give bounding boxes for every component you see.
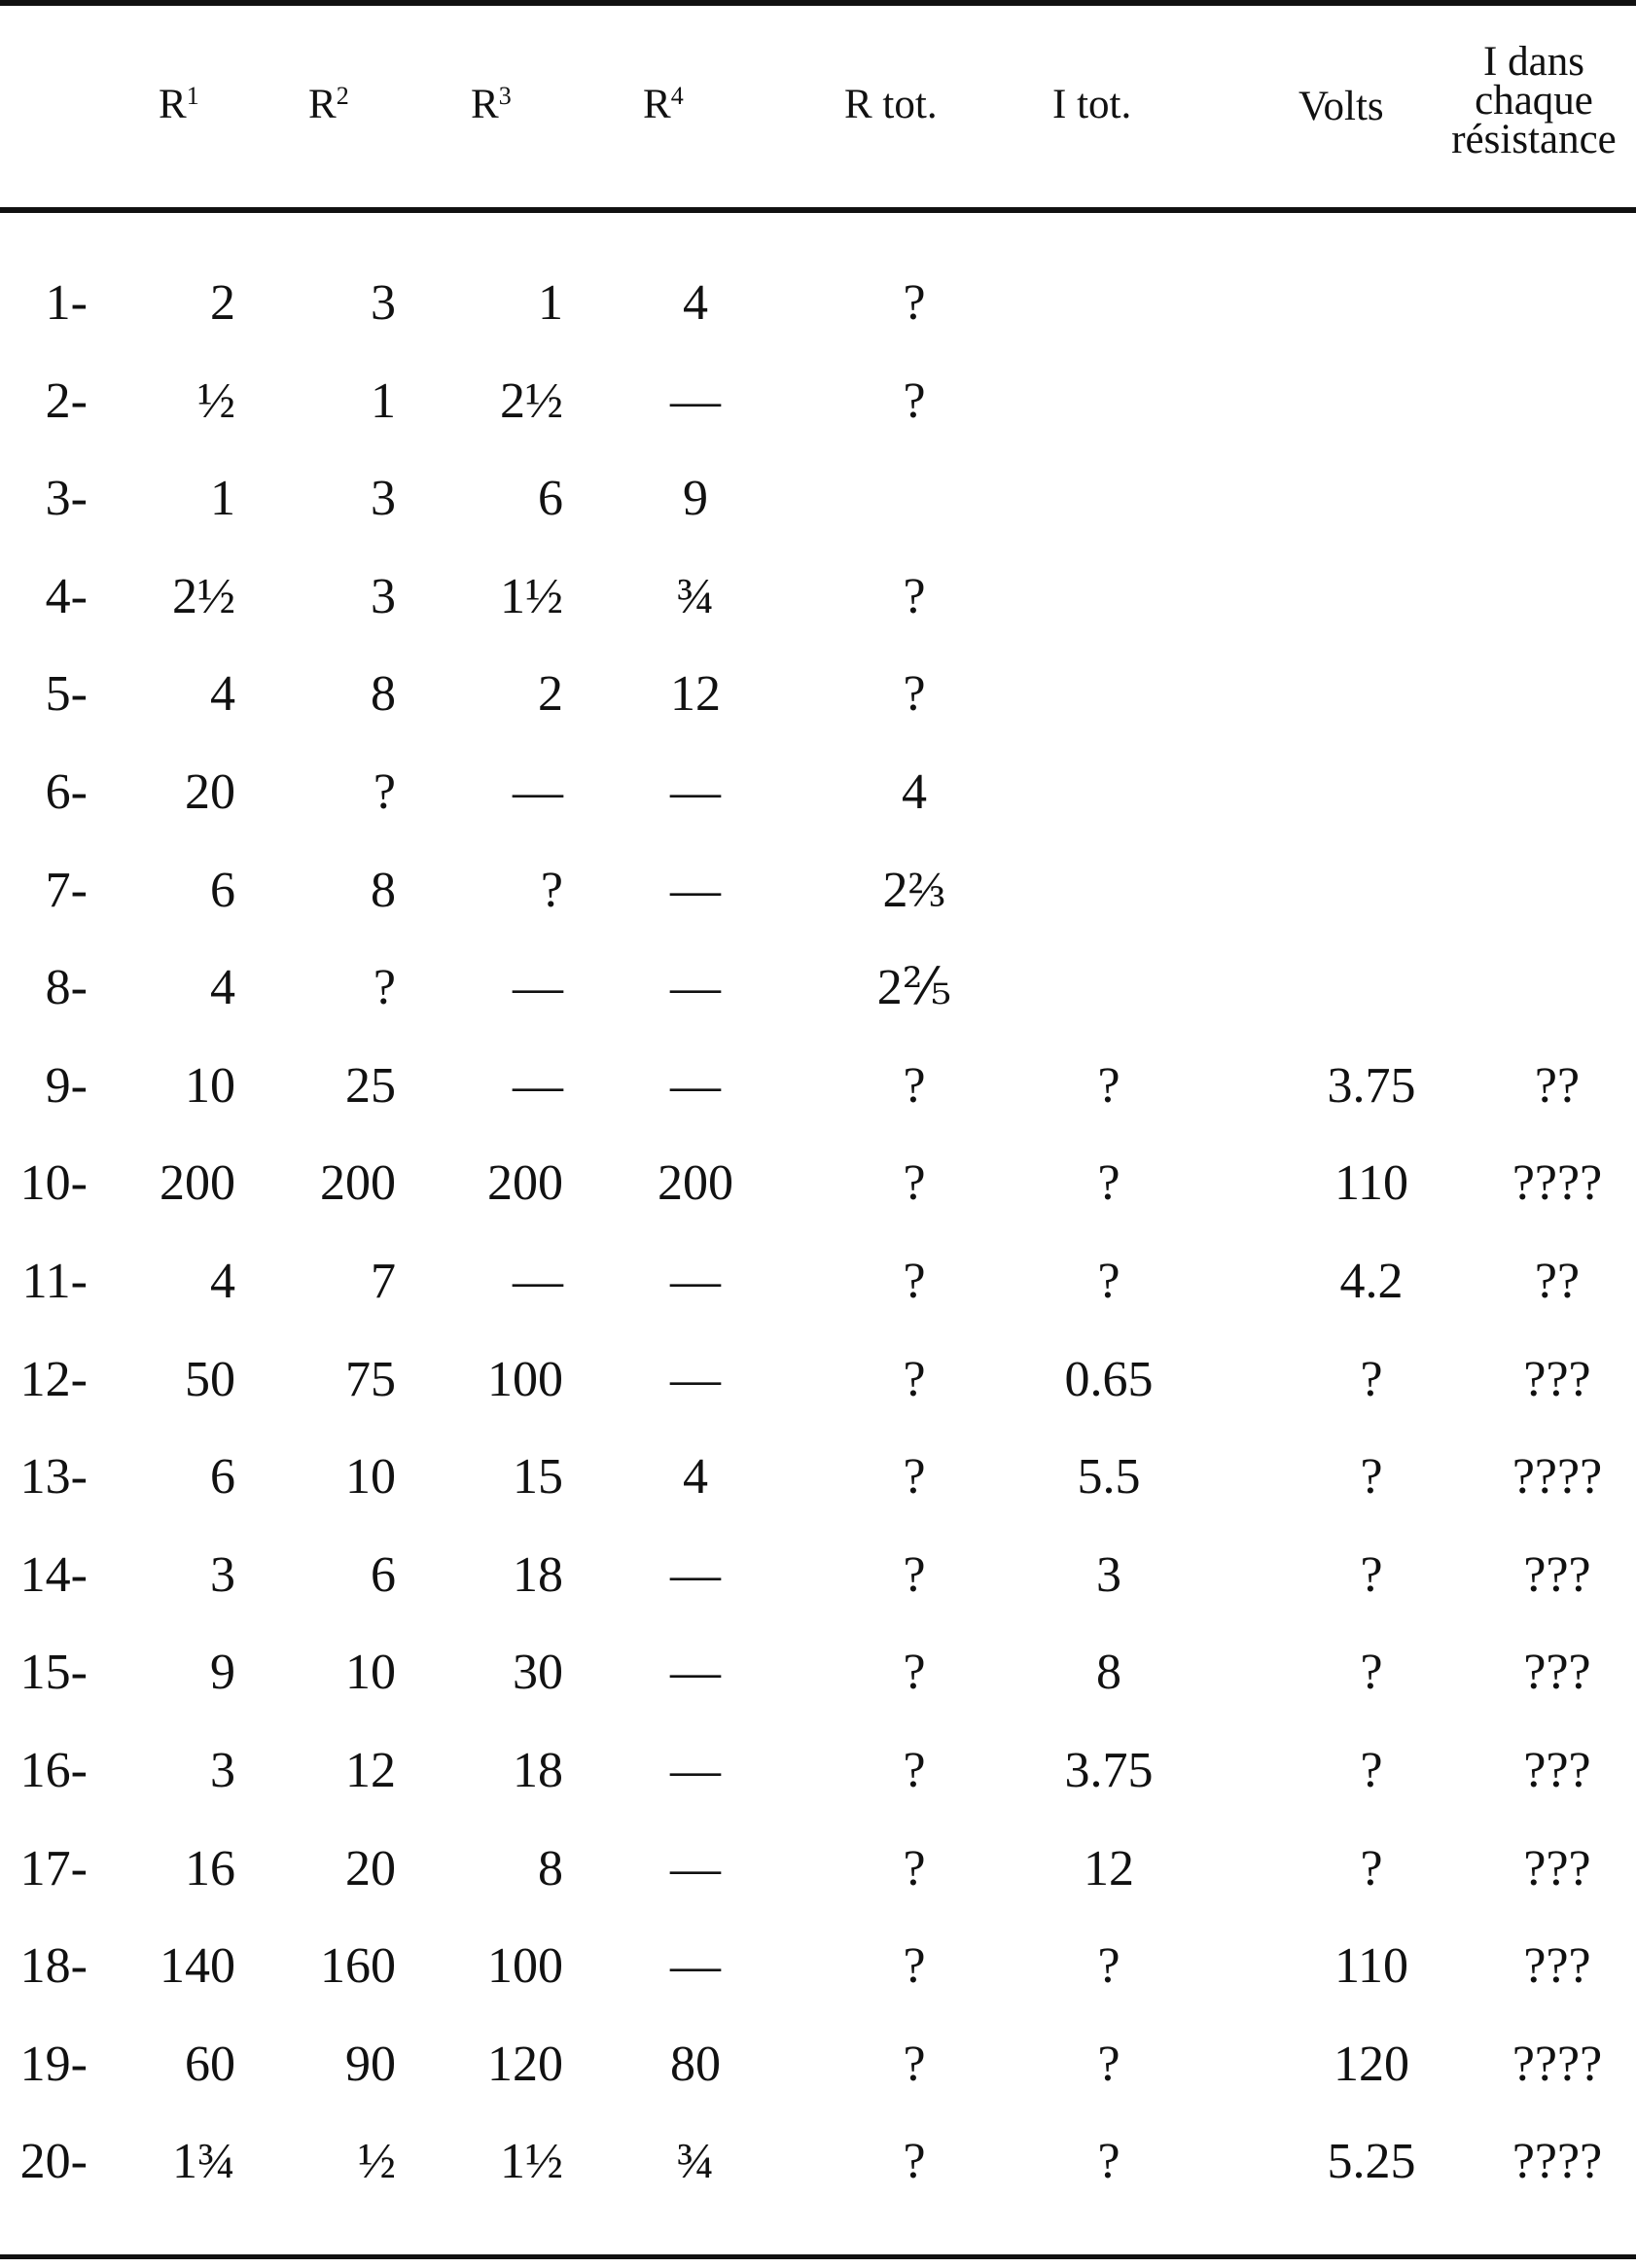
cell-r-tot: ? bbox=[903, 1449, 926, 1506]
cell-r4: — bbox=[670, 862, 721, 918]
row-number: 5- bbox=[45, 666, 88, 723]
cell-r3: 100 bbox=[487, 1938, 563, 1995]
cell-r2: 25 bbox=[345, 1057, 396, 1114]
table-row bbox=[0, 450, 1636, 548]
cell-r2: 1 bbox=[371, 372, 396, 429]
header-r3: $R^3$ bbox=[471, 82, 512, 127]
cell-r2: 6 bbox=[371, 1546, 396, 1603]
cell-i-each bbox=[1478, 646, 1636, 743]
cell-r3: — bbox=[513, 1254, 563, 1309]
cell-volts: 120 bbox=[1334, 2036, 1409, 2092]
cell-r4: 9 bbox=[683, 471, 708, 527]
cell-volts bbox=[1294, 939, 1449, 1037]
header-rule bbox=[0, 207, 1636, 213]
table-row bbox=[0, 1233, 1636, 1330]
cell-r4: — bbox=[670, 1743, 721, 1798]
cell-r3: 1 bbox=[538, 275, 563, 331]
table-row bbox=[0, 939, 1636, 1037]
row-number: 15- bbox=[19, 1645, 88, 1701]
cell-r1: 16 bbox=[185, 1840, 235, 1896]
cell-volts bbox=[1294, 744, 1449, 841]
row-number: 20- bbox=[19, 2134, 88, 2190]
cell-r-tot: 2⅖ bbox=[876, 960, 952, 1016]
cell-r3: 18 bbox=[513, 1743, 563, 1798]
table-row bbox=[0, 255, 1636, 352]
table-row bbox=[0, 1331, 1636, 1429]
cell-i-tot: ? bbox=[1097, 1254, 1120, 1309]
row-number: 16- bbox=[19, 1743, 88, 1798]
cell-r4: — bbox=[670, 960, 721, 1016]
cell-volts: ? bbox=[1360, 1449, 1383, 1506]
cell-r2: 7 bbox=[371, 1254, 396, 1309]
cell-r2: 3 bbox=[371, 568, 396, 624]
cell-i-tot: 3.75 bbox=[1064, 1743, 1154, 1798]
cell-r1: 2 bbox=[210, 275, 235, 331]
cell-r4: — bbox=[670, 372, 721, 429]
cell-r-tot: ? bbox=[903, 1057, 926, 1114]
table-row bbox=[0, 549, 1636, 646]
cell-r4: — bbox=[670, 764, 721, 820]
cell-r1: 1 bbox=[210, 471, 235, 527]
cell-r1: 140 bbox=[160, 1938, 235, 1995]
row-number: 1- bbox=[45, 275, 88, 331]
cell-volts: 5.25 bbox=[1327, 2134, 1416, 2190]
cell-r2: ? bbox=[373, 960, 396, 1016]
cell-i-each: ??? bbox=[1523, 1645, 1591, 1701]
cell-i-tot: ? bbox=[1097, 1938, 1120, 1995]
cell-r1: 20 bbox=[185, 764, 235, 820]
cell-r4: 4 bbox=[683, 275, 708, 331]
row-number: 14- bbox=[19, 1546, 88, 1603]
cell-r-tot: ? bbox=[903, 1351, 926, 1407]
cell-r4: ¾ bbox=[676, 568, 715, 624]
cell-r2: 10 bbox=[345, 1645, 396, 1701]
header-r2: $R^2$ bbox=[308, 82, 349, 127]
row-number: 2- bbox=[45, 372, 88, 429]
cell-i-tot: ? bbox=[1097, 1155, 1120, 1212]
row-number: 6- bbox=[45, 764, 88, 820]
cell-r2: 160 bbox=[320, 1938, 396, 1995]
cell-i-tot bbox=[1031, 744, 1187, 841]
cell-r4: — bbox=[670, 1254, 721, 1309]
cell-volts: 110 bbox=[1334, 1938, 1409, 1995]
bottom-rule bbox=[0, 2254, 1636, 2259]
cell-i-each bbox=[1478, 450, 1636, 548]
cell-i-each: ???? bbox=[1512, 1449, 1603, 1506]
cell-volts bbox=[1294, 450, 1449, 548]
cell-r3: 30 bbox=[513, 1645, 563, 1701]
cell-r1: ½ bbox=[197, 372, 235, 429]
cell-r4: — bbox=[670, 1546, 721, 1603]
cell-r-tot: ? bbox=[903, 1938, 926, 1995]
cell-r3: 6 bbox=[538, 471, 563, 527]
table-row bbox=[0, 353, 1636, 450]
cell-r3: 2 bbox=[538, 666, 563, 723]
cell-i-each bbox=[1478, 255, 1636, 352]
cell-r-tot: ? bbox=[903, 568, 926, 624]
cell-i-each bbox=[1478, 549, 1636, 646]
cell-i-each bbox=[1478, 842, 1636, 939]
cell-i-each: ??? bbox=[1523, 1938, 1591, 1995]
cell-i-each: ??? bbox=[1523, 1840, 1591, 1896]
header-r-tot: R tot. bbox=[844, 82, 938, 127]
row-number: 7- bbox=[45, 862, 88, 918]
cell-i-tot: 12 bbox=[1084, 1840, 1134, 1896]
cell-r2: 3 bbox=[371, 275, 396, 331]
cell-r4: 80 bbox=[670, 2036, 721, 2092]
table-row bbox=[0, 1821, 1636, 1918]
cell-r4: — bbox=[670, 1645, 721, 1701]
cell-i-each: ??? bbox=[1523, 1743, 1591, 1798]
cell-r1: 4 bbox=[210, 1254, 235, 1309]
cell-r3: 18 bbox=[513, 1546, 563, 1603]
cell-volts: 4.2 bbox=[1339, 1254, 1404, 1309]
cell-r-tot: ? bbox=[903, 1254, 926, 1309]
cell-r3: 1½ bbox=[500, 2134, 563, 2190]
cell-r4: — bbox=[670, 1057, 721, 1114]
row-number: 11- bbox=[21, 1254, 88, 1309]
cell-r-tot: ? bbox=[903, 1840, 926, 1896]
table-row bbox=[0, 1135, 1636, 1232]
cell-r3: — bbox=[513, 1057, 563, 1114]
cell-r-tot: ? bbox=[903, 1743, 926, 1798]
header-r1: $R^1$ bbox=[159, 82, 199, 127]
cell-volts: ? bbox=[1360, 1546, 1383, 1603]
row-number: 17- bbox=[19, 1840, 88, 1896]
cell-r-tot: ? bbox=[903, 2134, 926, 2190]
row-number: 10- bbox=[19, 1155, 88, 1212]
cell-volts bbox=[1294, 353, 1449, 450]
cell-r1: 4 bbox=[210, 666, 235, 723]
top-rule bbox=[0, 0, 1636, 6]
cell-i-each: ???? bbox=[1512, 2134, 1603, 2190]
row-number: 18- bbox=[19, 1938, 88, 1995]
cell-r2: 3 bbox=[371, 471, 396, 527]
header-volts: Volts bbox=[1298, 84, 1384, 129]
table-row bbox=[0, 1527, 1636, 1624]
cell-i-tot: ? bbox=[1097, 2134, 1120, 2190]
row-number: 4- bbox=[45, 568, 88, 624]
cell-r2: 200 bbox=[320, 1155, 396, 1212]
cell-r4: — bbox=[670, 1840, 721, 1896]
header-i-tot: I tot. bbox=[1052, 82, 1132, 127]
table-row bbox=[0, 1918, 1636, 2015]
table-row bbox=[0, 744, 1636, 841]
cell-i-each bbox=[1478, 353, 1636, 450]
cell-volts bbox=[1294, 255, 1449, 352]
cell-i-tot: 0.65 bbox=[1064, 1351, 1154, 1407]
cell-r-tot: 4 bbox=[902, 764, 927, 820]
cell-i-tot bbox=[1031, 646, 1187, 743]
cell-i-tot: 5.5 bbox=[1077, 1449, 1141, 1506]
cell-r3: 8 bbox=[538, 1840, 563, 1896]
cell-i-tot bbox=[1031, 842, 1187, 939]
cell-i-tot: 8 bbox=[1096, 1645, 1121, 1701]
cell-i-tot bbox=[1031, 450, 1187, 548]
cell-r-tot: 2⅔ bbox=[882, 862, 946, 918]
cell-r2: 75 bbox=[345, 1351, 396, 1407]
header-r4: $R^4$ bbox=[643, 82, 684, 127]
cell-r1: 200 bbox=[160, 1155, 235, 1212]
cell-i-each bbox=[1478, 744, 1636, 841]
cell-volts: ? bbox=[1360, 1351, 1383, 1407]
cell-r-tot: ? bbox=[903, 372, 926, 429]
header-i-each-resistance: I dans chaque résistance bbox=[1451, 39, 1617, 162]
cell-r2: ? bbox=[373, 764, 396, 820]
cell-r-tot: ? bbox=[903, 2036, 926, 2092]
cell-i-each: ?? bbox=[1534, 1057, 1581, 1114]
cell-volts: ? bbox=[1360, 1840, 1383, 1896]
cell-r4: 200 bbox=[658, 1155, 733, 1212]
cell-i-tot: ? bbox=[1097, 1057, 1120, 1114]
cell-r4: — bbox=[670, 1351, 721, 1407]
cell-volts: ? bbox=[1360, 1645, 1383, 1701]
cell-r-tot: ? bbox=[903, 1546, 926, 1603]
cell-i-each: ??? bbox=[1523, 1351, 1591, 1407]
cell-r1: 6 bbox=[210, 862, 235, 918]
row-number: 8- bbox=[45, 960, 88, 1016]
cell-r1: 3 bbox=[210, 1743, 235, 1798]
cell-r2: 12 bbox=[345, 1743, 396, 1798]
cell-r4: — bbox=[670, 1938, 721, 1995]
table-row bbox=[0, 2016, 1636, 2113]
cell-r2: 8 bbox=[371, 862, 396, 918]
row-number: 9- bbox=[45, 1057, 88, 1114]
cell-volts bbox=[1294, 646, 1449, 743]
cell-r1: 4 bbox=[210, 960, 235, 1016]
cell-r4: ¾ bbox=[676, 2134, 715, 2190]
cell-i-tot bbox=[1031, 549, 1187, 646]
cell-volts: ? bbox=[1360, 1743, 1383, 1798]
cell-i-each: ???? bbox=[1512, 2036, 1603, 2092]
cell-i-tot: ? bbox=[1097, 2036, 1120, 2092]
cell-r3: 1½ bbox=[500, 568, 563, 624]
cell-r2: 90 bbox=[345, 2036, 396, 2092]
cell-r1: 10 bbox=[185, 1057, 235, 1114]
cell-i-tot bbox=[1031, 353, 1187, 450]
cell-r2: 8 bbox=[371, 666, 396, 723]
cell-i-tot bbox=[1031, 939, 1187, 1037]
cell-volts bbox=[1294, 842, 1449, 939]
row-number: 19- bbox=[19, 2036, 88, 2092]
row-number: 12- bbox=[19, 1351, 88, 1407]
cell-r-tot: ? bbox=[903, 1645, 926, 1701]
cell-r3: — bbox=[513, 960, 563, 1016]
cell-i-each bbox=[1478, 939, 1636, 1037]
cell-r4: 4 bbox=[683, 1449, 708, 1506]
cell-i-each: ?? bbox=[1534, 1254, 1581, 1309]
cell-r3: 100 bbox=[487, 1351, 563, 1407]
cell-r-tot: ? bbox=[903, 666, 926, 723]
cell-r3: 200 bbox=[487, 1155, 563, 1212]
cell-volts: 110 bbox=[1334, 1155, 1409, 1212]
table-row bbox=[0, 646, 1636, 743]
cell-r3: 120 bbox=[487, 2036, 563, 2092]
cell-i-tot bbox=[1031, 255, 1187, 352]
cell-r1: 1¾ bbox=[172, 2134, 235, 2190]
cell-r3: 15 bbox=[513, 1449, 563, 1506]
cell-r2: ½ bbox=[358, 2134, 396, 2190]
cell-i-tot: 3 bbox=[1096, 1546, 1121, 1603]
cell-r4: 12 bbox=[670, 666, 721, 723]
cell-r-tot: ? bbox=[903, 275, 926, 331]
cell-r3: 2½ bbox=[500, 372, 563, 429]
table-row bbox=[0, 1722, 1636, 1820]
cell-i-each: ??? bbox=[1523, 1546, 1591, 1603]
cell-r1: 9 bbox=[210, 1645, 235, 1701]
cell-r-tot bbox=[836, 450, 992, 548]
table-row bbox=[0, 1429, 1636, 1526]
cell-r3: ? bbox=[540, 862, 563, 918]
row-number: 13- bbox=[19, 1449, 88, 1506]
row-number: 3- bbox=[45, 471, 88, 527]
table-row bbox=[0, 842, 1636, 939]
cell-i-each: ???? bbox=[1512, 1155, 1603, 1212]
cell-r1: 60 bbox=[185, 2036, 235, 2092]
cell-r1: 2½ bbox=[172, 568, 235, 624]
cell-r2: 10 bbox=[345, 1449, 396, 1506]
cell-r1: 6 bbox=[210, 1449, 235, 1506]
cell-r3: — bbox=[513, 764, 563, 820]
cell-r2: 20 bbox=[345, 1840, 396, 1896]
cell-volts: 3.75 bbox=[1327, 1057, 1416, 1114]
table-row bbox=[0, 2113, 1636, 2211]
table-row bbox=[0, 1624, 1636, 1721]
cell-r1: 50 bbox=[185, 1351, 235, 1407]
table-row bbox=[0, 1038, 1636, 1135]
cell-r1: 3 bbox=[210, 1546, 235, 1603]
cell-volts bbox=[1294, 549, 1449, 646]
cell-r-tot: ? bbox=[903, 1155, 926, 1212]
